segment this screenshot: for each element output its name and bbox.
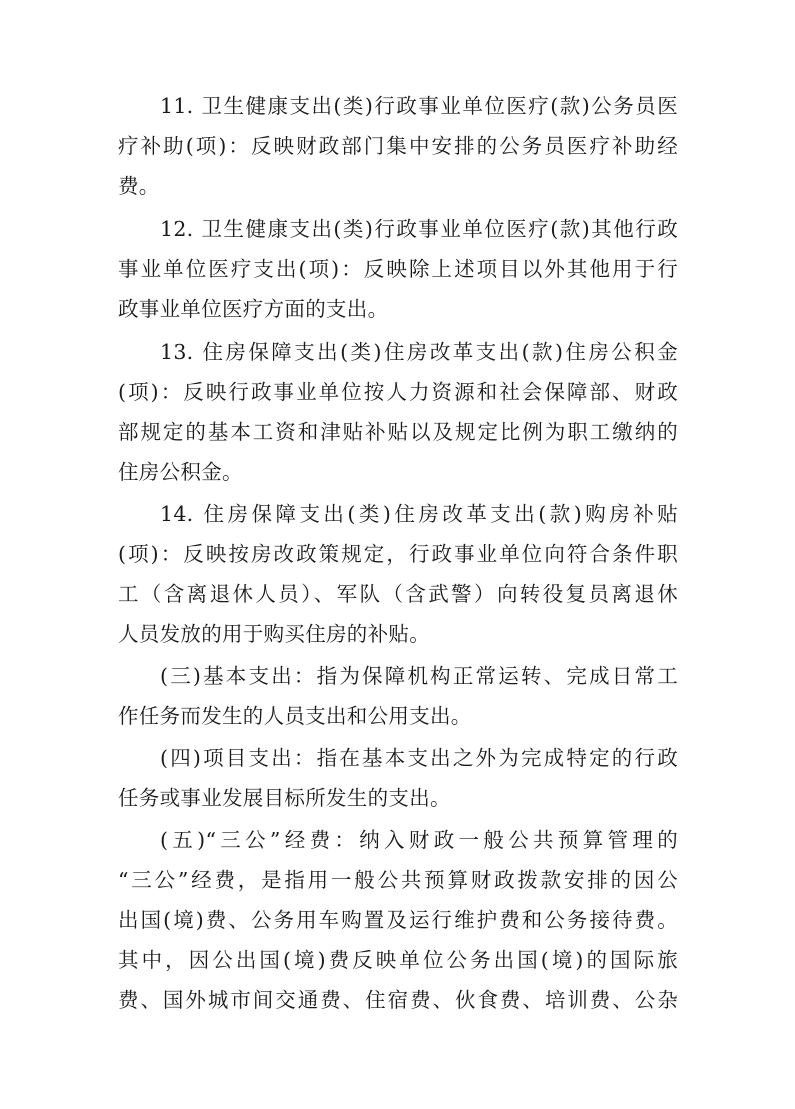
paragraph-13-line-1: 13. 住房保障支出(类)住房改革支出(款)住房公积金 — [160, 340, 678, 364]
paragraph-14-line-1: 14. 住房保障支出(类)住房改革支出(款)购房补贴 — [160, 502, 678, 526]
paragraph-13-line-3: 部规定的基本工资和津贴补贴以及规定比例为职工缴纳的 — [118, 420, 678, 444]
paragraph-three-public-line-2: “三公”经费，是指用一般公共预算财政拨款安排的因公 — [118, 868, 678, 892]
paragraph-12-line-3: 政事业单位医疗方面的支出。 — [118, 297, 389, 321]
paragraph-basic-expenditure-line-2: 作任务而发生的人员支出和公用支出。 — [118, 704, 472, 728]
paragraph-three-public-line-4: 其中，因公出国(境)费反映单位公务出国(境)的国际旅 — [118, 948, 678, 972]
paragraph-14-line-3: 工（含离退休人员）、军队（含武警）向转役复员离退休 — [118, 582, 678, 606]
paragraph-three-public-line-1: (五)“三公”经费：纳入财政一般公共预算管理的 — [160, 828, 678, 852]
paragraph-three-public-line-3: 出国(境)费、公务用车购置及运行维护费和公务接待费。 — [118, 908, 678, 932]
paragraph-11-line-1: 11. 卫生健康支出(类)行政事业单位医疗(款)公务员医 — [160, 94, 678, 118]
paragraph-11-line-2: 疗补助(项)：反映财政部门集中安排的公务员医疗补助经 — [118, 134, 678, 158]
paragraph-project-expenditure-line-2: 任务或事业发展目标所发生的支出。 — [118, 786, 451, 810]
paragraph-13-line-2: (项)：反映行政事业单位按人力资源和社会保障部、财政 — [118, 380, 678, 404]
paragraph-14-line-4: 人员发放的用于购买住房的补贴。 — [118, 622, 430, 646]
paragraph-12-line-2: 事业单位医疗支出(项)：反映除上述项目以外其他用于行 — [118, 257, 678, 281]
paragraph-13-line-4: 住房公积金。 — [118, 460, 243, 484]
paragraph-12-line-1: 12. 卫生健康支出(类)行政事业单位医疗(款)其他行政 — [160, 217, 678, 241]
paragraph-project-expenditure-line-1: (四)项目支出：指在基本支出之外为完成特定的行政 — [160, 746, 678, 770]
paragraph-11-line-3: 费。 — [118, 174, 160, 198]
paragraph-basic-expenditure-line-1: (三)基本支出：指为保障机构正常运转、完成日常工 — [160, 664, 678, 688]
paragraph-14-line-2: (项)：反映按房改政策规定，行政事业单位向符合条件职 — [118, 542, 678, 566]
paragraph-three-public-line-5: 费、国外城市间交通费、住宿费、伙食费、培训费、公杂 — [118, 988, 678, 1012]
